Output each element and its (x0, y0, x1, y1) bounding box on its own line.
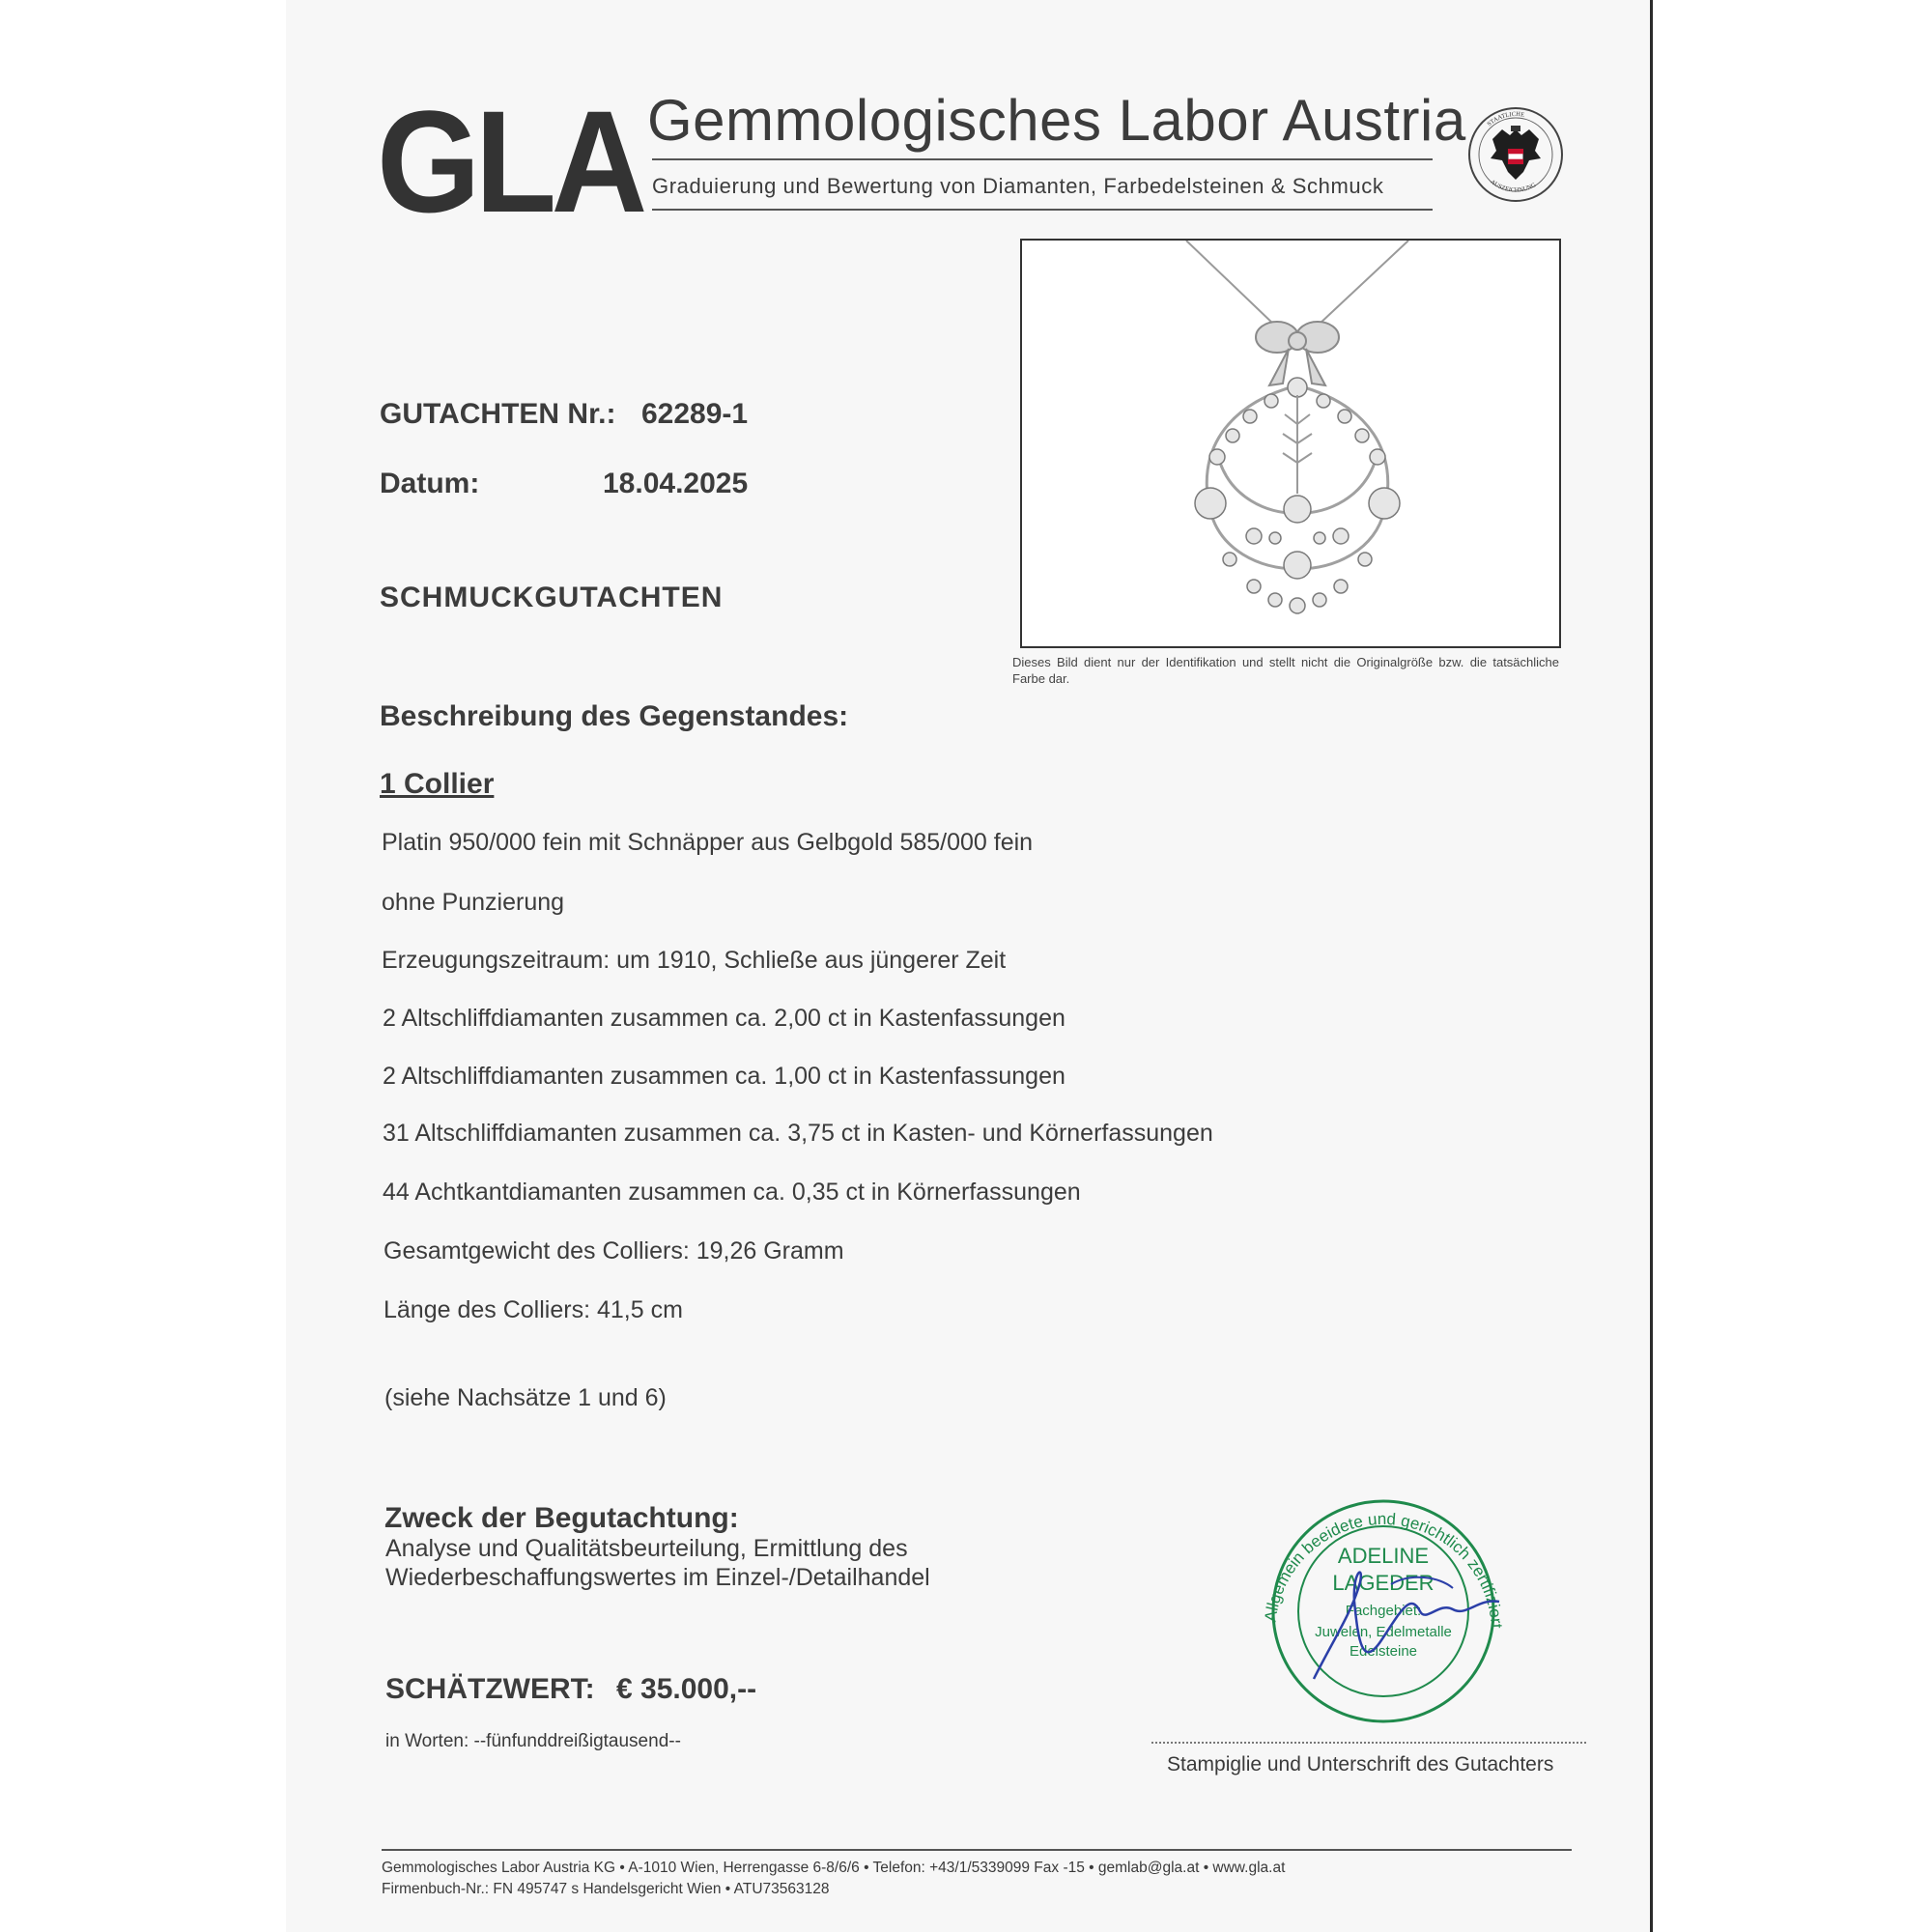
description-line: 2 Altschliffdiamanten zusammen ca. 1,00 ct in Kastenfassungen (383, 1063, 1065, 1090)
footer-registry: Firmenbuch-Nr.: FN 495747 s Handelsgericht Wien • ATU73563128 (382, 1881, 830, 1897)
report-number-label: GUTACHTEN Nr.: (380, 398, 616, 430)
description-line: Länge des Colliers: 41,5 cm (384, 1296, 683, 1323)
svg-text:Allgemein beeidete und gericht: Allgemein beeidete und gerichtlich zertifiziert (1261, 1509, 1506, 1630)
header-rule-top (652, 158, 1433, 160)
gla-logo: GLA (377, 80, 642, 242)
seal-name: ADELINE (1337, 1544, 1430, 1568)
lab-tagline: Graduierung und Bewertung von Diamanten, Farbedelsteinen & Schmuck (652, 174, 1384, 198)
report-date-label: Datum: (380, 468, 480, 499)
item-name: 1 Collier (380, 768, 495, 800)
description-line: 31 Altschliffdiamanten zusammen ca. 3,75 ct in Kasten- und Körnerfassungen (383, 1120, 1213, 1147)
lab-name: Gemmologisches Labor Austria (647, 88, 1466, 153)
seal-field: Fachgebiet: (1345, 1603, 1422, 1619)
report-number: 62289-1 (641, 398, 749, 430)
valuation-label: SCHÄTZWERT: (385, 1673, 595, 1705)
svg-text:STAATLICHE: STAATLICHE (1486, 110, 1525, 128)
valuation-words: in Worten: --fünfunddreißigtausend-- (385, 1731, 681, 1751)
description-note: (siehe Nachsätze 1 und 6) (384, 1384, 667, 1411)
report-type: SCHMUCKGUTACHTEN (380, 582, 724, 613)
description-line: ohne Punzierung (382, 889, 565, 916)
footer-address: Gemmologisches Labor Austria KG • A-1010 Wien, Herrengasse 6-8/6/6 • Telefon: +43/1/5339099 Fax -15 • gemlab@gla.at • www.gla.at (382, 1860, 1286, 1876)
purpose-line: Analyse und Qualitätsbeurteilung, Ermittlung des (385, 1535, 908, 1562)
seal-field: Edelsteine (1349, 1643, 1418, 1660)
expert-seal (1246, 1495, 1526, 1727)
description-heading: Beschreibung des Gegenstandes: (380, 700, 849, 732)
description-line: Gesamtgewicht des Colliers: 19,26 Gramm (384, 1237, 844, 1264)
purpose-heading: Zweck der Begutachtung: (384, 1502, 739, 1534)
footer-rule (382, 1849, 1572, 1851)
header-rule-bottom (652, 209, 1433, 211)
description-line: 44 Achtkantdiamanten zusammen ca. 0,35 ct in Körnerfassungen (383, 1179, 1081, 1206)
description-line: Platin 950/000 fein mit Schnäpper aus Gelbgold 585/000 fein (382, 829, 1034, 856)
svg-text:AUSZEICHNUNG: AUSZEICHNUNG (1489, 178, 1538, 194)
seal-name: LAGEDER (1332, 1571, 1435, 1595)
austrian-eagle-emblem-icon (1463, 100, 1568, 209)
description-line: 2 Altschliffdiamanten zusammen ca. 2,00 ct in Kastenfassungen (383, 1005, 1065, 1032)
item-photo (1020, 239, 1561, 648)
photo-caption: Dieses Bild dient nur der Identifikation und stellt nicht die Originalgröße bzw. die tatsächliche Farbe dar. (1012, 655, 1559, 686)
valuation-value: € 35.000,-- (616, 1673, 757, 1705)
description-line: Erzeugungszeitraum: um 1910, Schließe aus jüngerer Zeit (382, 947, 1007, 974)
purpose-line: Wiederbeschaffungswertes im Einzel-/Detailhandel (385, 1564, 930, 1591)
report-date: 18.04.2025 (603, 468, 749, 499)
signature-label: Stampiglie und Unterschrift des Gutachters (1167, 1753, 1554, 1776)
seal-field: Juwelen, Edelmetalle (1315, 1624, 1452, 1640)
signature-line (1151, 1742, 1586, 1744)
